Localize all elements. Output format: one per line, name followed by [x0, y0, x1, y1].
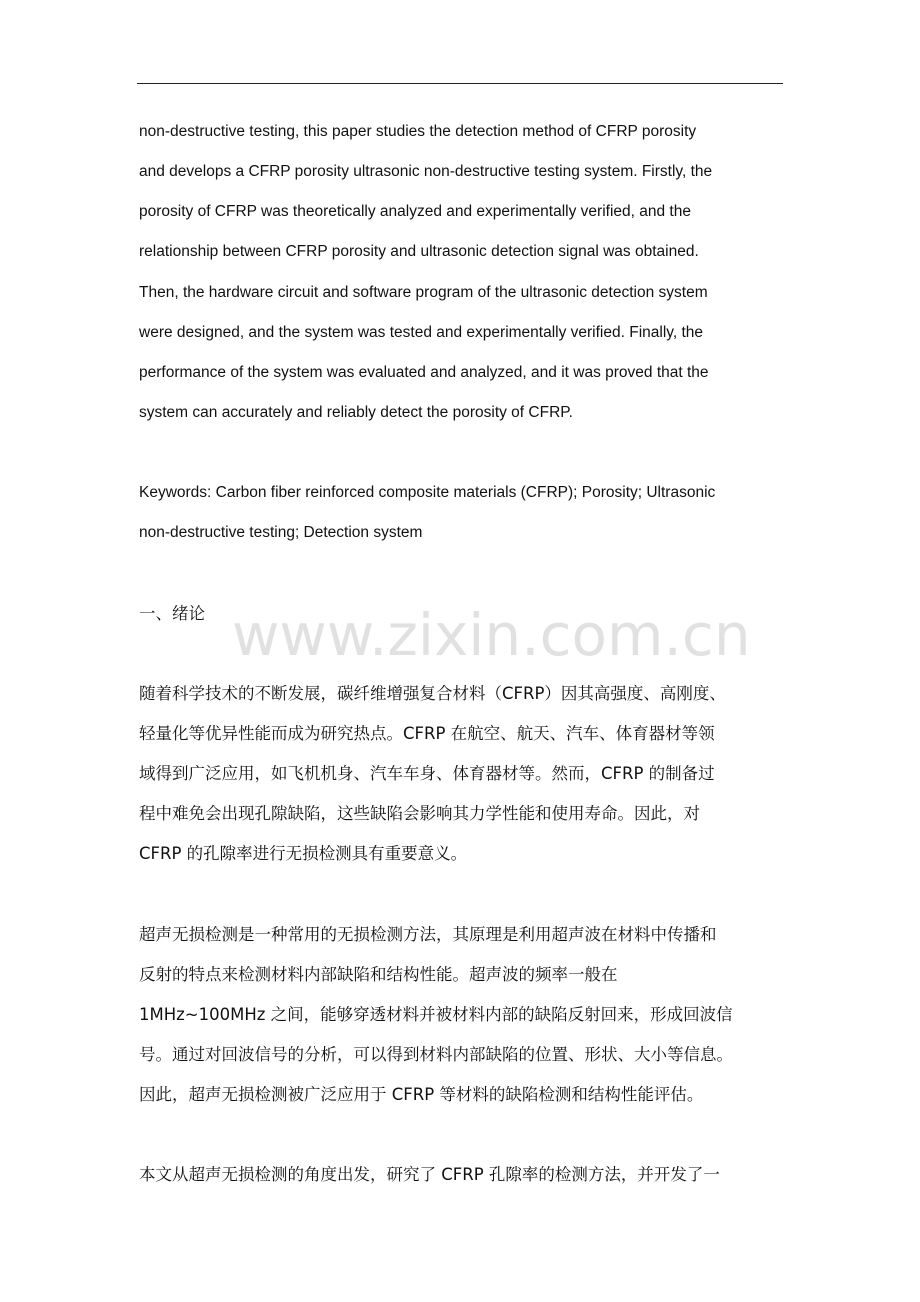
paragraph-line: 轻量化等优异性能而成为研究热点。CFRP 在航空、航天、汽车、体育器材等领 [139, 724, 715, 743]
paragraph-line: 域得到广泛应用，如飞机机身、汽车车身、体育器材等。然而，CFRP 的制备过 [139, 764, 715, 783]
paragraph-line: 反射的特点来检测材料内部缺陷和结构性能。超声波的频率一般在 [139, 965, 618, 984]
section-heading: 一、绪论 [139, 604, 205, 623]
keywords-line: Keywords: Carbon fiber reinforced composite materials (CFRP); Porosity; Ultrasonic [139, 484, 716, 501]
watermark: www.zixin.com.cn [232, 601, 751, 669]
paragraph-line: 号。通过对回波信号的分析，可以得到材料内部缺陷的位置、形状、大小等信息。 [139, 1045, 733, 1064]
paragraph-line: 超声无损检测是一种常用的无损检测方法，其原理是利用超声波在材料中传播和 [139, 925, 717, 944]
paragraph-line: 本文从超声无损检测的角度出发，研究了 CFRP 孔隙率的检测方法，并开发了一 [139, 1165, 720, 1184]
abstract-line: performance of the system was evaluated and analyzed, and it was proved that the [139, 364, 709, 381]
header-rule [137, 83, 783, 84]
abstract-line: non-destructive testing, this paper studies the detection method of CFRP porosity [139, 123, 697, 140]
keywords-line: non-destructive testing; Detection system [139, 524, 423, 541]
abstract-line: porosity of CFRP was theoretically analyzed and experimentally verified, and the [139, 203, 691, 220]
abstract-line: Then, the hardware circuit and software program of the ultrasonic detection system [139, 284, 708, 301]
paragraph-line: 因此，超声无损检测被广泛应用于 CFRP 等材料的缺陷检测和结构性能评估。 [139, 1085, 704, 1104]
paragraph-line: 随着科学技术的不断发展，碳纤维增强复合材料（CFRP）因其高强度、高刚度、 [139, 684, 726, 703]
abstract-line: relationship between CFRP porosity and ultrasonic detection signal was obtained. [139, 243, 699, 260]
abstract-line: system can accurately and reliably detect the porosity of CFRP. [139, 404, 573, 421]
abstract-line: and develops a CFRP porosity ultrasonic non-destructive testing system. Firstly, the [139, 163, 713, 180]
paragraph-line: 1MHz~100MHz 之间，能够穿透材料并被材料内部的缺陷反射回来，形成回波信 [139, 1005, 733, 1024]
paragraph-line: CFRP 的孔隙率进行无损检测具有重要意义。 [139, 844, 468, 863]
abstract-line: were designed, and the system was tested and experimentally verified. Finally, the [139, 324, 704, 341]
paragraph-line: 程中难免会出现孔隙缺陷，这些缺陷会影响其力学性能和使用寿命。因此，对 [139, 804, 700, 823]
